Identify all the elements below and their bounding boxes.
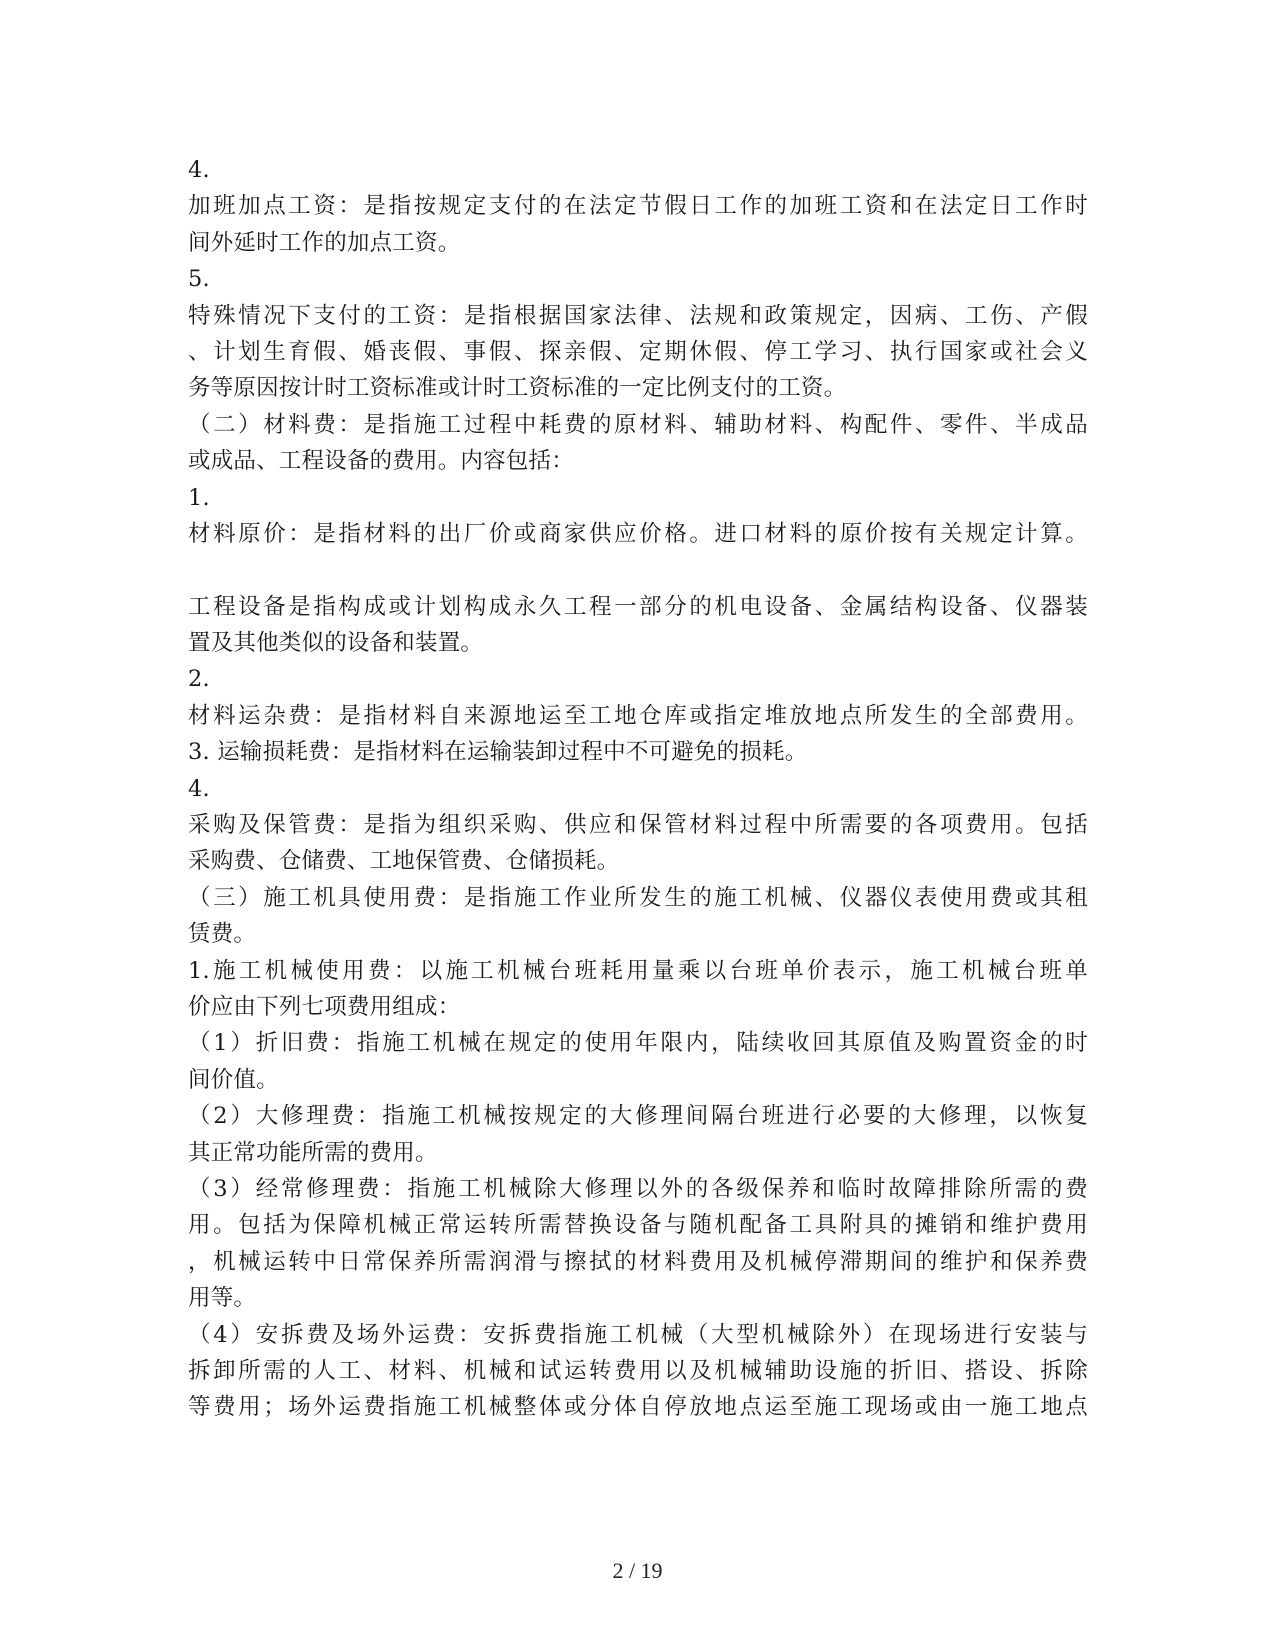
text-line: 5. xyxy=(188,266,210,293)
text-line: （三）施工机具使用费：是指施工作业所发生的施工机械、仪器仪表使用费或其租 xyxy=(188,884,1088,911)
text-line: 3. 运输损耗费：是指材料在运输装卸过程中不可避免的损耗。 xyxy=(188,739,808,766)
text-line: 间外延时工作的加点工资。 xyxy=(188,229,461,256)
text-line: （2）大修理费：指施工机械按规定的大修理间隔台班进行必要的大修理，以恢复 xyxy=(188,1103,1088,1130)
text-line: 材料原价：是指材料的出厂价或商家供应价格。进口材料的原价按有关规定计算。 xyxy=(188,520,1088,547)
text-line: 用等。 xyxy=(188,1285,257,1312)
text-line: 特殊情况下支付的工资：是指根据国家法律、法规和政策规定，因病、工伤、产假 xyxy=(188,302,1088,329)
text-line: 其正常功能所需的费用。 xyxy=(188,1139,438,1166)
document-body xyxy=(188,152,1088,1426)
text-line: 、计划生育假、婚丧假、事假、探亲假、定期休假、停工学习、执行国家或社会义 xyxy=(188,338,1088,365)
text-line: 或成品、工程设备的费用。内容包括： xyxy=(188,448,574,475)
text-line: （1）折旧费：指施工机械在规定的使用年限内，陆续收回其原值及购置资金的时 xyxy=(188,1030,1088,1057)
text-line: 采购及保管费：是指为组织采购、供应和保管材料过程中所需要的各项费用。包括 xyxy=(188,812,1088,839)
text-line: 加班加点工资：是指按规定支付的在法定节假日工作的加班工资和在法定日工作时 xyxy=(188,193,1088,220)
text-line: 间价值。 xyxy=(188,1066,279,1093)
text-line: （3）经常修理费：指施工机械除大修理以外的各级保养和临时故障排除所需的费 xyxy=(188,1175,1088,1202)
text-line: 务等原因按计时工资标准或计时工资标准的一定比例支付的工资。 xyxy=(188,375,847,402)
page-number: 2 / 19 xyxy=(612,1558,663,1583)
text-line: 置及其他类似的设备和装置。 xyxy=(188,630,484,657)
text-line: 拆卸所需的人工、材料、机械和试运转费用以及机械辅助设施的折旧、搭设、拆除 xyxy=(188,1357,1088,1384)
text-line: 材料运杂费：是指材料自来源地运至工地仓库或指定堆放地点所发生的全部费用。 xyxy=(188,702,1088,729)
text-line: 工程设备是指构成或计划构成永久工程一部分的机电设备、金属结构设备、仪器装 xyxy=(188,593,1088,620)
text-line: （二）材料费：是指施工过程中耗费的原材料、辅助材料、构配件、零件、半成品 xyxy=(188,411,1088,438)
text-line: 等费用；场外运费指施工机械整体或分体自停放地点运至施工现场或由一施工地点 xyxy=(188,1394,1088,1421)
text-line: ，机械运转中日常保养所需润滑与擦拭的材料费用及机械停滞期间的维护和保养费 xyxy=(188,1248,1088,1275)
text-line: 价应由下列七项费用组成： xyxy=(188,993,461,1020)
text-line: 采购费、仓储费、工地保管费、仓储损耗。 xyxy=(188,848,620,875)
blank-line xyxy=(188,552,1088,588)
text-line: 1.施工机械使用费：以施工机械台班耗用量乘以台班单价表示，施工机械台班单 xyxy=(188,957,1088,984)
text-line: 4. xyxy=(188,775,210,802)
text-line: 用。包括为保障机械正常运转所需替换设备与随机配备工具附具的摊销和维护费用 xyxy=(188,1212,1088,1239)
text-line: 赁费。 xyxy=(188,921,257,948)
text-line: 4. xyxy=(188,157,210,183)
text-line: 1. xyxy=(188,484,210,511)
text-line: 2. xyxy=(188,666,210,693)
text-line: （4）安拆费及场外运费：安拆费指施工机械（大型机械除外）在现场进行安装与 xyxy=(188,1321,1088,1348)
